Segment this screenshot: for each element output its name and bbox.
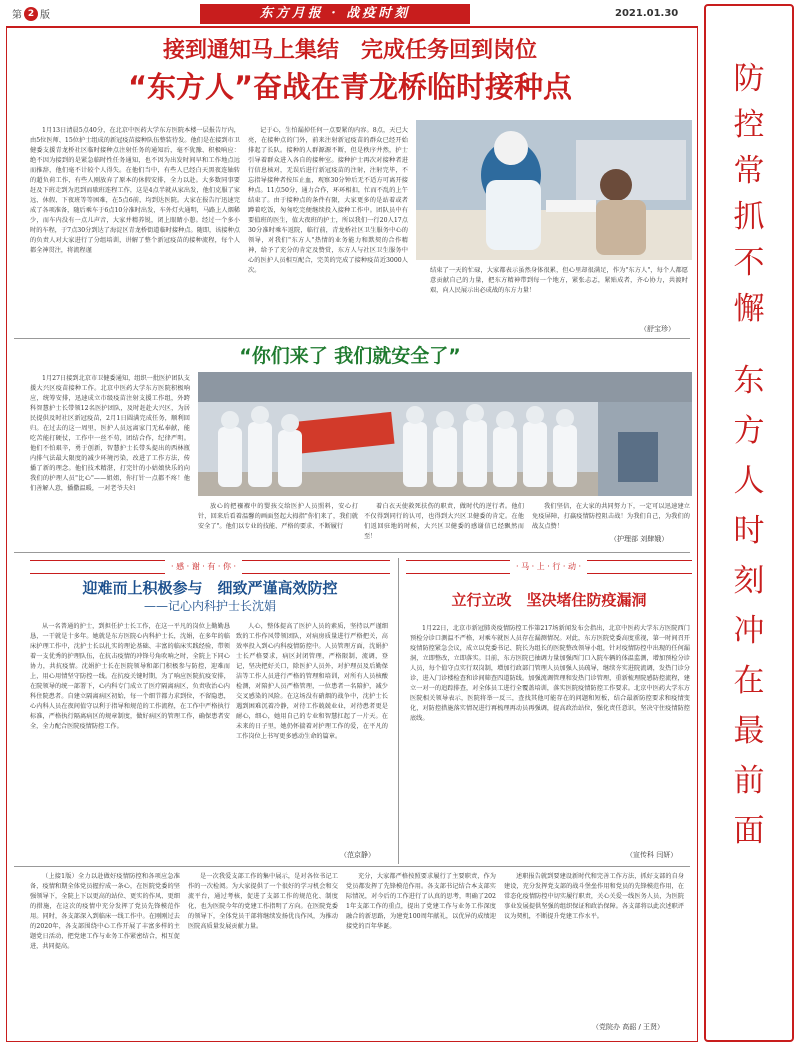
- article2-credit: （护理部 刘肆娥）: [610, 535, 669, 543]
- divider-1: [14, 338, 690, 339]
- page-label: [12, 6, 50, 21]
- article5-credit: （党院办 高韶 / 王贤）: [592, 1023, 665, 1031]
- article4-credit: （宣传科 闫妍）: [626, 851, 678, 859]
- article2-col2: 放心的把襁褓中的婴孩交给医护人员照料，安心打针，回来后看着温馨的画面竖起大拇指"你们来了，我们就安全了"。他们以专业的技能、严格的要求、不断履行: [198, 503, 358, 530]
- headline-line1: 接到通知马上集结 完成任务回到岗位: [162, 38, 537, 63]
- article2-col3: 着白衣天使救死扶伤的职责，做时代的逆行者。他们不仅得到同行的认可，也得到大兴区卫健委的肯定。在他们返回驻地的时候，大兴区卫健委的感谢信已经飘然而至！: [364, 503, 524, 540]
- vaccination-photo-illustration: [416, 120, 692, 260]
- article3-credit: （范京静）: [340, 851, 375, 859]
- headline-line2: “东方人”奋战在青龙桥临时接种点: [127, 70, 573, 104]
- divider-vertical: [398, 558, 399, 864]
- page-number-badge: 2: [24, 7, 38, 21]
- article3-kicker: · 感 · 谢 · 有 · 你 ·: [165, 558, 242, 576]
- vaccination-photo: [416, 120, 692, 260]
- article1-col1: 1月13日清晨5点40分，在北京中医药大学东方医院本楼一层报告厅内，由5位医师、15位护士组成的新冠疫苗接种队伍整装待发。他们是在接到市卫健委支援青龙桥社区临时接种点注射任务的通知后，毫不犹豫、积极响应：绝不因为接到的是紧急临时性任务通知，也不因为出发时间早和工作地点远而推辞，他们毫不计较个人得失。在他们当中，有些人已经白天黑夜连轴转的超负荷工作，有些人刚放弃了原本的休假安排，全力以赴。大多数同事要赶及下班走到为迟到而歇班连程工作，这是4点半就从家出发，他们克服了家远、休假、下夜班等等困难，在5点6前，均到达医院。大家在报告厅迅速完成了各项准备，随后乘车于6点10分准时出发，车外灯火通明，马路上人烟稀少，而车内没有一点儿声音，大家并精养锐，闭上眼睛小憩。经过一个多小时的车程，于7点30分到达了海淀区青龙桥街道临时接种点。随即，该接种点的负责人对大家进行了分组培训，讲解了整个新冠疫苗的接种流程，每个人都全神贯注，将流程谨: [30, 127, 240, 254]
- article2-col4: 我们坚信，在大家的共同努力下，一定可以迅速建立免疫屏障，打赢疫情防控阻击战！为我们自己，为我们的战友点赞！: [532, 503, 690, 530]
- article3-subtitle: ——记心内科护士长沈娟: [143, 599, 276, 613]
- sidebar-slogan-2: 东方人时刻冲在最前面: [733, 363, 765, 849]
- article5-col2: 是一次我爱支部工作的集中展示，是对各位书记工作的一次检阅。为大家提供了一个很好的学习机会和交流平台，通过考核，促进了支部工作的规范化、制度化，也为医院今年的党建工作指明了方向。在医院党委的领导下，全体党员干部将继续发扬优良作风，为推动医院高质量发展贡献力量。: [188, 873, 338, 930]
- page-label-suffix: 版: [40, 10, 50, 21]
- article5-col3: 充分，大家都严格按照要求履行了主要职责，作为党员都发挥了先锋模范作用。各支部书记结合本支部实际情况，对今后的工作进行了认真的思考，明确了2021年支部工作的重点，提出了党建工作与业务工作深度融合的新思路，为建党100周年献礼，以优异的成绩迎接党的百年华诞。: [346, 873, 496, 930]
- article3-col2: 人心，整体提高了医护人员的素质，坚持以严谨细致的工作作风带领团队，对病房质量进行严格把关，高效率投入到心内科疫情防控中。人员管理方面，沈娟护士长严格要求，病区封闭管理，严格限制，流调，登记，坚决把好关口，除医护人员外，对护理员及后勤保洁等工作人员进行严格的管理和培训，对所有人员核酸检测，对陪护人员严格管理，一位患者一名陪护，减少交叉感染的风险。在这场没有硝烟的战争中，沈护士长遇到困难沉着冷静，对待工作兢兢业业，对待患者更是耐心，细心，她用自己的专业和智慧扛起了一片天。在未来的日子里，她仍怀揣着对护理工作的爱，在平凡的工作岗位上书写更多感动生命的篇章。: [236, 623, 388, 740]
- article4-kicker: · 马 · 上 · 行 · 动 ·: [510, 558, 587, 576]
- article5-col4: 述职报告就到要建设新时代和完善工作方法，抓好支部的自身建设，充分发挥党支部的战斗堡垒作用和党员的先锋模范作用，在常态化疫情防控中切实履行职责，关心关爱一线医务人员，为医院事业发展提供坚强的组织保证和政治保障。各支部将以此次述职评议为契机，不断提升党建工作水平。: [504, 873, 684, 920]
- issue-date: 2021.01.30: [615, 8, 679, 19]
- article2-title: “你们来了 我们就安全了”: [239, 345, 461, 367]
- article4-title: 立行立改 坚决堵住防疫漏洞: [451, 591, 647, 609]
- divider-2: [14, 552, 690, 553]
- team-photo-illustration: [198, 372, 692, 496]
- sidebar-slogan-1: 防控常抓不懈: [733, 61, 765, 327]
- team-photo: [198, 372, 692, 496]
- article3-col1: 从一名普通的护士，到担任护士长工作，在这一平凡的岗位上勤勤恳恳，一干就是十多年。她就是东方医院心内科护士长，沈娟，在多年的临床护理工作中，沈护士长以扎实的理论基础、丰富的临床实践经验，带领着一支优秀的护理队伍，在抗击疫情的冲锋号角吹响之时，全院上下同心协力，共抗疫情。沈娟护士长在医院领导和部门积极参与防控，迎难而上，用心用情坚守防控一线。在抗疫关键时期，为了响应医院抗疫安排，在院领导的统一部署下，心内科专门成立了医疗隔离病区，负责收治心内科住院患者。自建立隔离病区初始，每一个细节都力求到位，不留隐患，心内科人员在夜间值守以利于指导和规范的工作流程，在工作中严格执行标准，严格执行隔离病区的规章制度，做好病区的管理工作，确保患者安全，全力配合医院疫情防控工作。: [30, 623, 230, 730]
- article5-col1: （上接1版）全力以赴做好疫情防控和各项应急准备，疫情和期全体党员握拧成一条心，在医院党委的坚强领导下，全院上下以更高的站位、更实的作风、更细的措施，在这次的疫情中充分发挥了党员先锋模范作用。同时，各支部深入到临床一线工作中。在刚刚过去的2020年，各支部围绕中心工作开展了丰富多样的主题党日活动，把党建工作与业务工作紧密结合，相互促进，共同提高。: [30, 873, 180, 950]
- article2-col1: 1月27日接到北京市卫健委通知，组织一批医护团队支援大兴区疫苗接种工作。北京中医药大学东方医院积极响应，统筹安排，迅速成立市级疫苗注射支援工作组，外跨科智慧护士长带领12名医护团队，及时赶赴大兴区，为居民提供及时社区新冠疫苗，2月1日圆满完成任务，顺利回归。在过去的这一周里，医护人员远离家门无私奉献，能吃苦能打硬仗，工作中一丝不苟，团结合作，纪律严明。他们不怕艰辛，勇于创新，智慧护士长带头提出的西林瓶内排气法最大限度的减少环境污染，改进了工作方法，传播了新的理念。他们技术精湛，打完针的小姑娘快乐的向我们的护理人员"比心"——姐姐，你打针一点都不疼！他们善解人意，播撒温暖，一对老爷夫妇: [30, 375, 190, 492]
- divider-3: [14, 866, 690, 867]
- article1-caption: 结束了一天的忙碌，大家都表示虽然身体很累，但心里却很满足，作为"东方人"，每个人都愿意贡献自己的力量，把东方精神带到每一个地方，紧张忐忑，紧贴成者，齐心协力，共渡时艰，向人民展示出必成战的东方力量！: [430, 267, 688, 294]
- article4-col1: 1月22日，北京市新冠肺炎疫情防控工作第217场新闻发布会指出，北京中医药大学东方医院西门预检分诊口测温不严格，对乘车就医人员存在漏测情况。对此，东方医院党委高度重视，第一时间召开疫情防控紧急会议，成立以党委书记、院长为组长的医院整改领导小组，针对疫情防控中出现的任何漏洞，立即整改，立即落实。目前，东方医院已抽调力量加强西门口入院车辆的体温监测，增加预检分诊人员，每个值守点实行双岗制，增加行政部门管理人员加强人员疏导，继续夯实进院流调，发热门诊分诊，进入门诊楼检查和诊间筛查四道防线。加强流调管理和发热门诊管理，重新梳理院感防控流程，建立一对一的追踪排查，对全体员工进行全覆盖培训，落实医院疫情防控工作要求。北京中医药大学东方医院相关领导表示，医院将举一反三，查找其他可能存在的问题和短板，结合最新防控要求和疫情变化，对防控措施落实情况进行再梳理再动员再强调，提高政治站位，强化责任意识，坚决守住疫情防控底线。: [410, 625, 690, 722]
- article1-credit: （舒宝珍）: [640, 325, 675, 333]
- article1-col2: 记于心，生怕漏掉任何一点要紧的内容。8点，天已大亮，在接种点的门外，前来注射新冠疫苗的群众已经开始排起了长队。接种的人群源源不断，但是秩序井然，护士引导着群众进入各自的接种室。接种护士再次对接种者进行信息核对，无误后进行新冠疫苗的注射，注射完毕，不忘指导接种者按压止血，观察30分钟后无不适方可离开接种点。11点50分，通力合作，环环相扣，忙而不乱的上午结束了。由于接种点的条件有限，大家更多的是站着或者蹲着吃饭，匆匆吃完便继续投入接种工作中。团队员中有要值班的医生，值大夜班的护士，所以我们一行20人17点30分准时乘车返院，临行前，青龙桥社区卫生服务中心的领导，对我们"东方人"热情的业务能力和默契的合作精神，给予了充分的肯定及赞赏，东方人与社区卫生服务中心的医护人员相互配合，完美的完成了接种疫苗近3000人次。: [248, 127, 408, 274]
- header-banner: 东方月报 · 战疫时刻: [200, 4, 470, 24]
- article3-title: 迎难而上积极参与 细致严谨高效防控: [82, 579, 338, 597]
- page-label-prefix: 第: [12, 10, 22, 21]
